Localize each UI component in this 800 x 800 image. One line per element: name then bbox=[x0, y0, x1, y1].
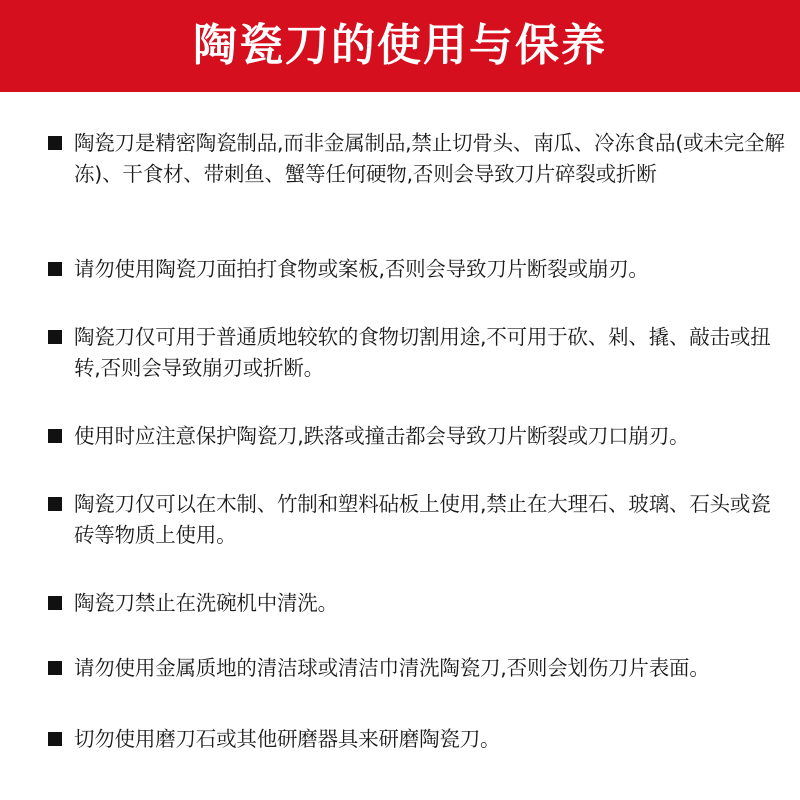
list-item-text: 陶瓷刀禁止在洗碗机中清洗。 bbox=[74, 591, 338, 615]
list-item-text: 陶瓷刀仅可以在木制、竹制和塑料砧板上使用,禁止在大理石、玻璃、石头或瓷砖等物质上使用。 bbox=[74, 492, 771, 547]
list-item bbox=[48, 421, 788, 452]
square-bullet-icon bbox=[48, 497, 62, 511]
square-bullet-icon bbox=[48, 732, 62, 746]
square-bullet-icon bbox=[48, 136, 62, 150]
list-item-text: 请勿使用陶瓷刀面拍打食物或案板,否则会导致刀片断裂或崩刃。 bbox=[74, 257, 649, 281]
list-item-text: 陶瓷刀是精密陶瓷制品,而非金属制品,禁止切骨头、南瓜、冷冻食品(或未完全解冻)、干食材、带刺鱼、蟹等任何硬物,否则会导致刀片碎裂或折断 bbox=[74, 131, 785, 186]
list-item bbox=[48, 724, 788, 755]
square-bullet-icon bbox=[48, 661, 62, 675]
page-title: 陶瓷刀的使用与保养 bbox=[193, 20, 607, 71]
square-bullet-icon bbox=[48, 429, 62, 443]
list-item bbox=[48, 588, 788, 619]
list-item-text: 使用时应注意保护陶瓷刀,跌落或撞击都会导致刀片断裂或刀口崩刃。 bbox=[74, 424, 690, 448]
list-item-text: 请勿使用金属质地的清洁球或清洁巾清洗陶瓷刀,否则会划伤刀片表面。 bbox=[74, 656, 710, 680]
square-bullet-icon bbox=[48, 330, 62, 344]
list-item-text: 陶瓷刀仅可用于普通质地较软的食物切割用途,不可用于砍、剁、撬、敲击或扭转,否则会导致崩刃或折断。 bbox=[74, 325, 771, 380]
list-item bbox=[48, 128, 788, 190]
header-banner bbox=[0, 0, 800, 92]
list-item bbox=[48, 322, 788, 384]
square-bullet-icon bbox=[48, 596, 62, 610]
list-item bbox=[48, 489, 788, 551]
list-item-text: 切勿使用磨刀石或其他研磨器具来研磨陶瓷刀。 bbox=[74, 727, 501, 751]
square-bullet-icon bbox=[48, 262, 62, 276]
list-item bbox=[48, 254, 788, 285]
list-item bbox=[48, 653, 788, 684]
